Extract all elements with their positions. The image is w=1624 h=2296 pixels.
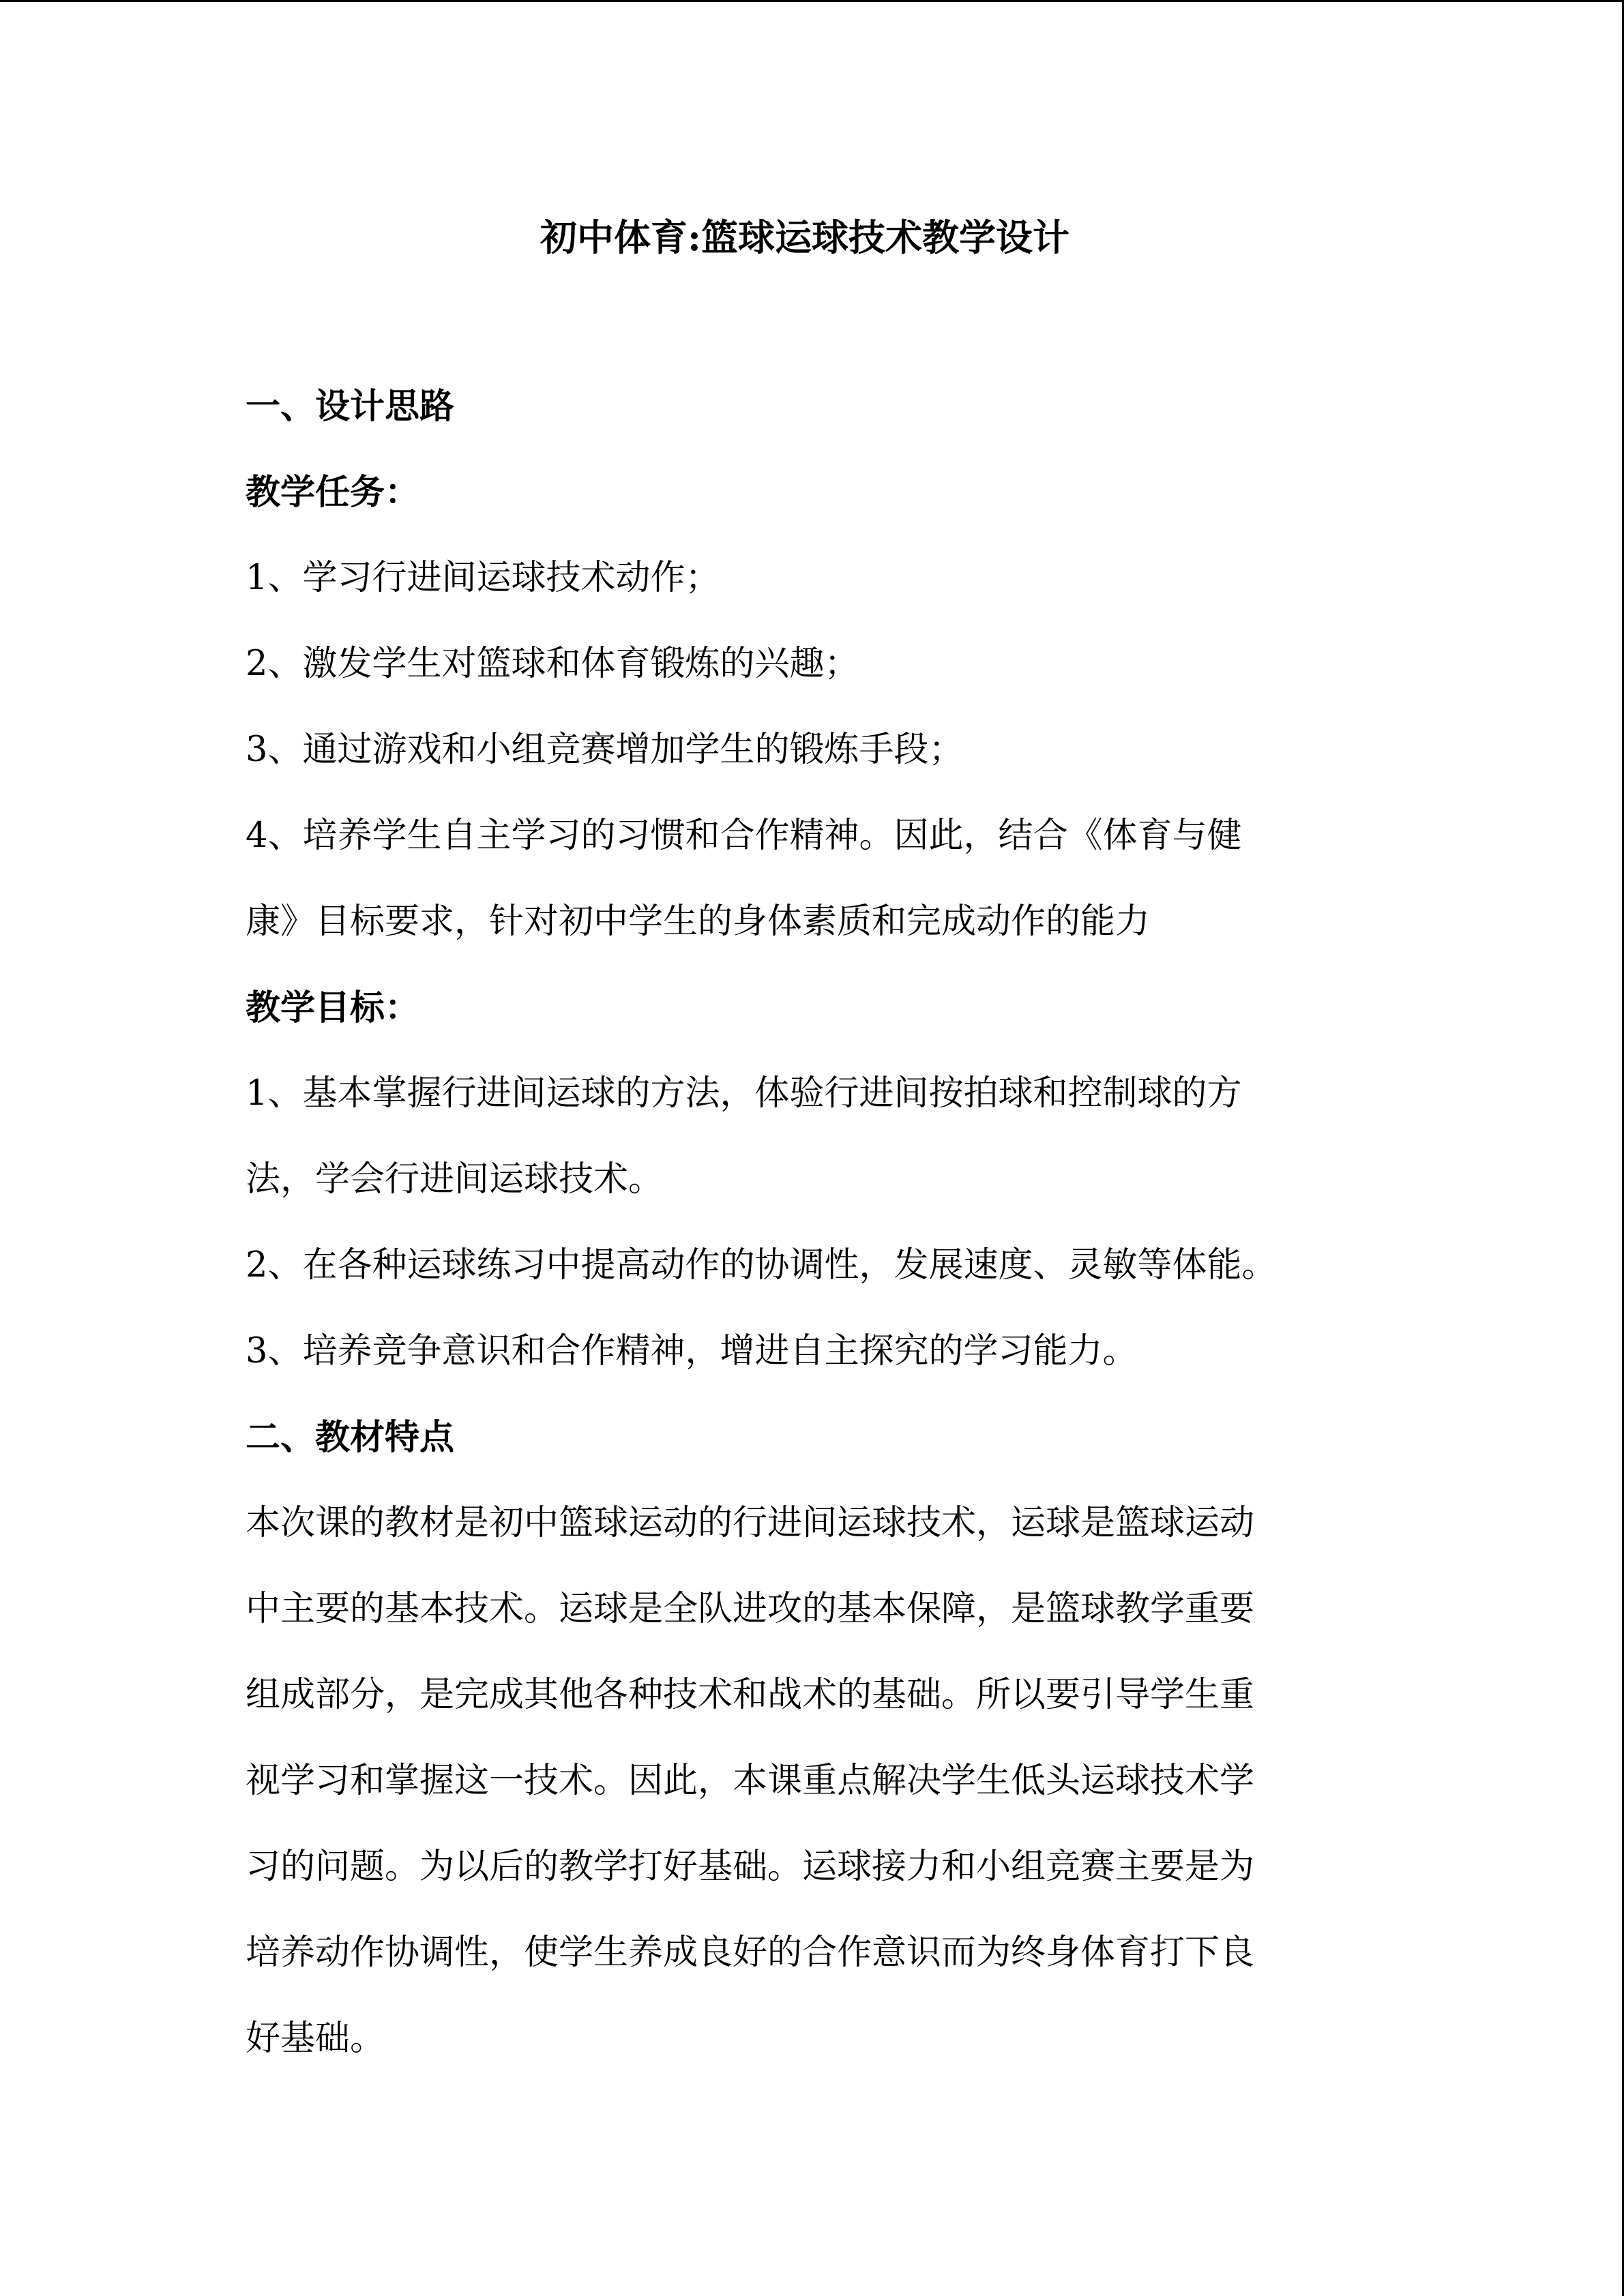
section-heading-design-idea: 一、设计思路 — [246, 386, 455, 427]
goal-line-2: 2、在各种运球练习中提高动作的协调性，发展速度、灵敏等体能。 — [246, 1245, 1277, 1285]
goal-line-1: 1、基本掌握行进间运球的方法，体验行进间按拍球和控制球的方 — [246, 1073, 1242, 1114]
document-body — [246, 196, 1364, 2082]
subheading-teaching-goals: 教学目标： — [246, 987, 420, 1028]
paragraph-line-2: 中主要的基本技术。运球是全队进攻的基本保障，是篮球教学重要 — [246, 1589, 1255, 1629]
document-title: 初中体育:篮球运球技术教学设计 — [540, 215, 1069, 259]
paragraph-line-3: 组成部分，是完成其他各种技术和战术的基础。所以要引导学生重 — [246, 1675, 1255, 1715]
section-heading-material-features: 二、教材特点 — [246, 1417, 455, 1458]
paragraph-line-4: 视学习和掌握这一技术。因此，本课重点解决学生低头运球技术学 — [246, 1761, 1255, 1801]
task-line-4-continued: 康》目标要求，针对初中学生的身体素质和完成动作的能力 — [246, 901, 1151, 942]
title-spacer — [246, 278, 1364, 363]
task-line-4: 4、培养学生自主学习的习惯和合作精神。因此，结合《体育与健 — [246, 816, 1242, 856]
paragraph-line-1: 本次课的教材是初中篮球运动的行进间运球技术，运球是篮球运动 — [246, 1503, 1255, 1543]
paragraph-line-6: 培养动作协调性，使学生养成良好的合作意识而为终身体育打下良 — [246, 1933, 1255, 1973]
task-line-2: 2、激发学生对篮球和体育锻炼的兴趣； — [246, 644, 859, 684]
goal-line-3: 3、培养竞争意识和合作精神，增进自主探究的学习能力。 — [246, 1331, 1138, 1371]
goal-line-1-continued: 法，学会行进间运球技术。 — [246, 1159, 664, 1199]
paragraph-line-7: 好基础。 — [246, 2018, 385, 2059]
paragraph-line-5: 习的问题。为以后的教学打好基础。运球接力和小组竞赛主要是为 — [246, 1847, 1255, 1887]
subheading-teaching-tasks: 教学任务： — [246, 472, 420, 513]
task-line-3: 3、通过游戏和小组竞赛增加学生的锻炼手段； — [246, 730, 964, 770]
task-line-1: 1、学习行进间运球技术动作； — [246, 558, 720, 598]
